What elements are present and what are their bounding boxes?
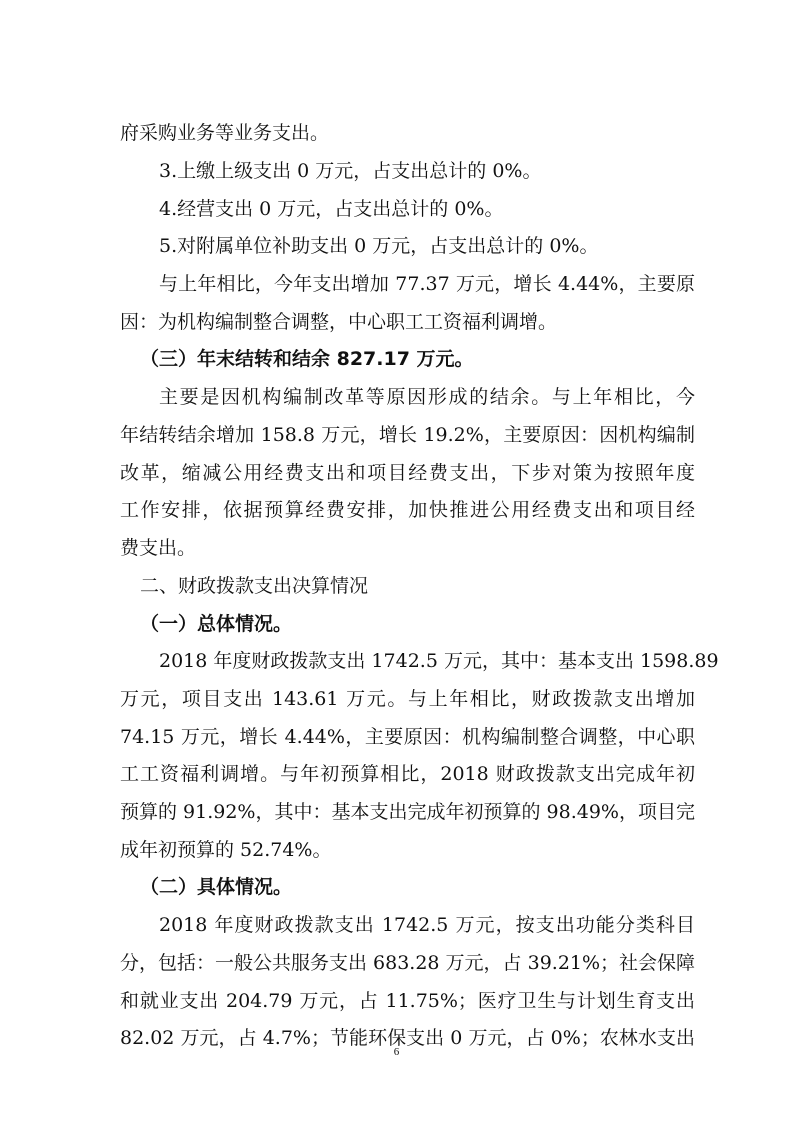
text-line: 年结转结余增加 158.8 万元，增长 19.2%，主要原因：因机构编制 bbox=[120, 424, 695, 446]
text-line: 成年初预算的 52.74%。 bbox=[120, 839, 332, 861]
page-number: 6 bbox=[393, 1046, 400, 1058]
text-line: 2018 年度财政拨款支出 1742.5 万元，按支出功能分类科目 bbox=[159, 914, 695, 936]
text-line: 2018 年度财政拨款支出 1742.5 万元，其中：基本支出 1598.89 bbox=[159, 650, 719, 672]
section-heading: 二、财政拨款支出决算情况 bbox=[140, 575, 369, 597]
text-line: 主要是因机构编制改革等原因形成的结余。与上年相比，今 bbox=[159, 386, 695, 408]
subsection-heading: （一）总体情况。 bbox=[140, 613, 293, 635]
text-line: 74.15 万元，增长 4.44%，主要原因：机构编制整合调整，中心职 bbox=[120, 726, 695, 748]
text-line: 改革，缩减公用经费支出和项目经费支出，下步对策为按照年度 bbox=[120, 462, 695, 484]
text-line: 3.上缴上级支出 0 万元，占支出总计的 0%。 bbox=[159, 160, 542, 182]
text-line: 费支出。 bbox=[120, 537, 197, 559]
text-line: 工工资福利调增。与年初预算相比，2018 财政拨款支出完成年初 bbox=[120, 763, 695, 785]
text-line: 和就业支出 204.79 万元，占 11.75%；医疗卫生与计划生育支出 bbox=[120, 990, 695, 1012]
text-line: 府采购业务等业务支出。 bbox=[120, 122, 330, 144]
text-line: 分，包括：一般公共服务支出 683.28 万元，占 39.21%；社会保障 bbox=[120, 952, 696, 974]
text-line: 因：为机构编制整合调整，中心职工工资福利调增。 bbox=[120, 311, 558, 333]
text-line: 与上年相比，今年支出增加 77.37 万元，增长 4.44%，主要原 bbox=[159, 273, 695, 295]
text-line: 5.对附属单位补助支出 0 万元，占支出总计的 0%。 bbox=[159, 235, 599, 257]
text-line: 预算的 91.92%，其中：基本支出完成年初预算的 98.49%，项目完 bbox=[120, 801, 695, 823]
text-line: 82.02 万元，占 4.7%；节能环保支出 0 万元，占 0%；农林水支出 bbox=[120, 1027, 695, 1049]
text-line: 万元，项目支出 143.61 万元。与上年相比，财政拨款支出增加 bbox=[120, 688, 695, 710]
subsection-heading: （二）具体情况。 bbox=[140, 876, 293, 898]
section-heading: （三）年末结转和结余 827.17 万元。 bbox=[140, 348, 474, 370]
text-line: 工作安排，依据预算经费安排，加快推进公用经费支出和项目经 bbox=[120, 499, 695, 521]
text-line: 4.经营支出 0 万元，占支出总计的 0%。 bbox=[159, 198, 504, 220]
